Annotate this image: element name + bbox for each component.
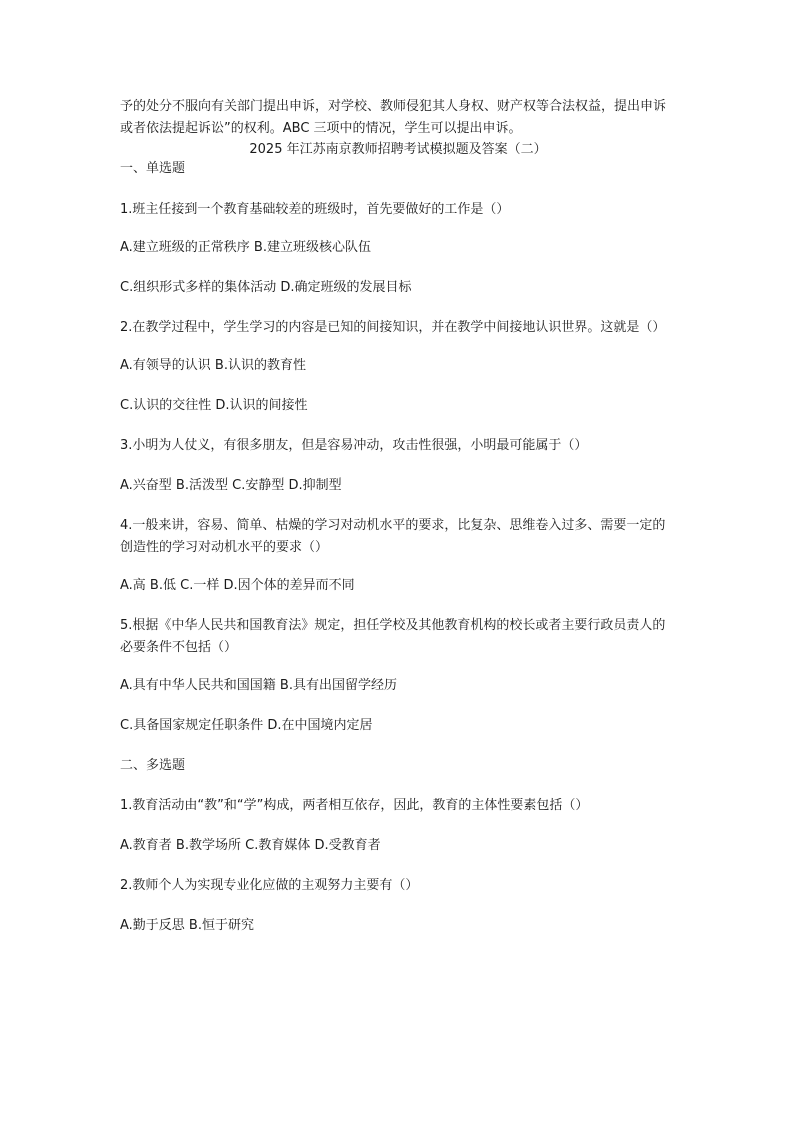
multi-question-2-options: A.勤于反思 B.恒于研究 [120, 918, 254, 933]
multi-question-1-options: A.教育者 B.教学场所 C.教育媒体 D.受教育者 [120, 838, 381, 853]
document-title: 2025 年江苏南京教师招聘考试模拟题及答案（二） [249, 142, 547, 157]
question-5-options-a: A.具有中华人民共和国国籍 B.具有出国留学经历 [120, 678, 397, 693]
question-2: 2.在教学过程中，学生学习的内容是已知的间接知识，并在教学中间接地认识世界。这就是（） [120, 320, 666, 335]
question-5: 5.根据《中华人民共和国教育法》规定，担任学校及其他教育机构的校长或者主要行政员责人的必要条件不包括（） [120, 618, 666, 655]
question-1-options-b: C.组织形式多样的集体活动 D.确定班级的发展目标 [120, 280, 412, 295]
question-2-options-a: A.有领导的认识 B.认识的教育性 [120, 358, 306, 373]
question-2-options-b: C.认识的交往性 D.认识的间接性 [120, 398, 308, 413]
multi-question-2: 2.教师个人为实现专业化应做的主观努力主要有（） [120, 878, 419, 893]
section-single-choice: 一、单选题 [120, 161, 186, 176]
question-4-options: A.高 B.低 C.一样 D.因个体的差异而不同 [120, 578, 355, 593]
section-multiple-choice: 二、多选题 [120, 758, 186, 773]
multi-question-1: 1.教育活动由“教”和“学”构成，两者相互依存，因此，教育的主体性要素包括（） [120, 798, 589, 813]
question-1-options-a: A.建立班级的正常秩序 B.建立班级核心队伍 [120, 240, 371, 255]
question-4: 4.一般来讲，容易、简单、枯燥的学习对动机水平的要求，比复杂、思维卷入过多、需要一定的创造性的学习对动机水平的要求（） [120, 518, 666, 555]
intro-paragraph: 予的处分不服向有关部门提出申诉，对学校、教师侵犯其人身权、财产权等合法权益，提出申诉或者依法提起诉讼”的权利。ABC 三项中的情况，学生可以提出申诉。 [120, 99, 667, 136]
question-5-options-b: C.具备国家规定任职条件 D.在中国境内定居 [120, 718, 373, 733]
document-page [120, 96, 676, 935]
question-1: 1.班主任接到一个教育基础较差的班级时，首先要做好的工作是（） [120, 202, 510, 217]
question-3-options: A.兴奋型 B.活泼型 C.安静型 D.抑制型 [120, 478, 342, 493]
question-3: 3.小明为人仗义，有很多朋友，但是容易冲动，攻击性很强，小明最可能属于（） [120, 438, 588, 453]
